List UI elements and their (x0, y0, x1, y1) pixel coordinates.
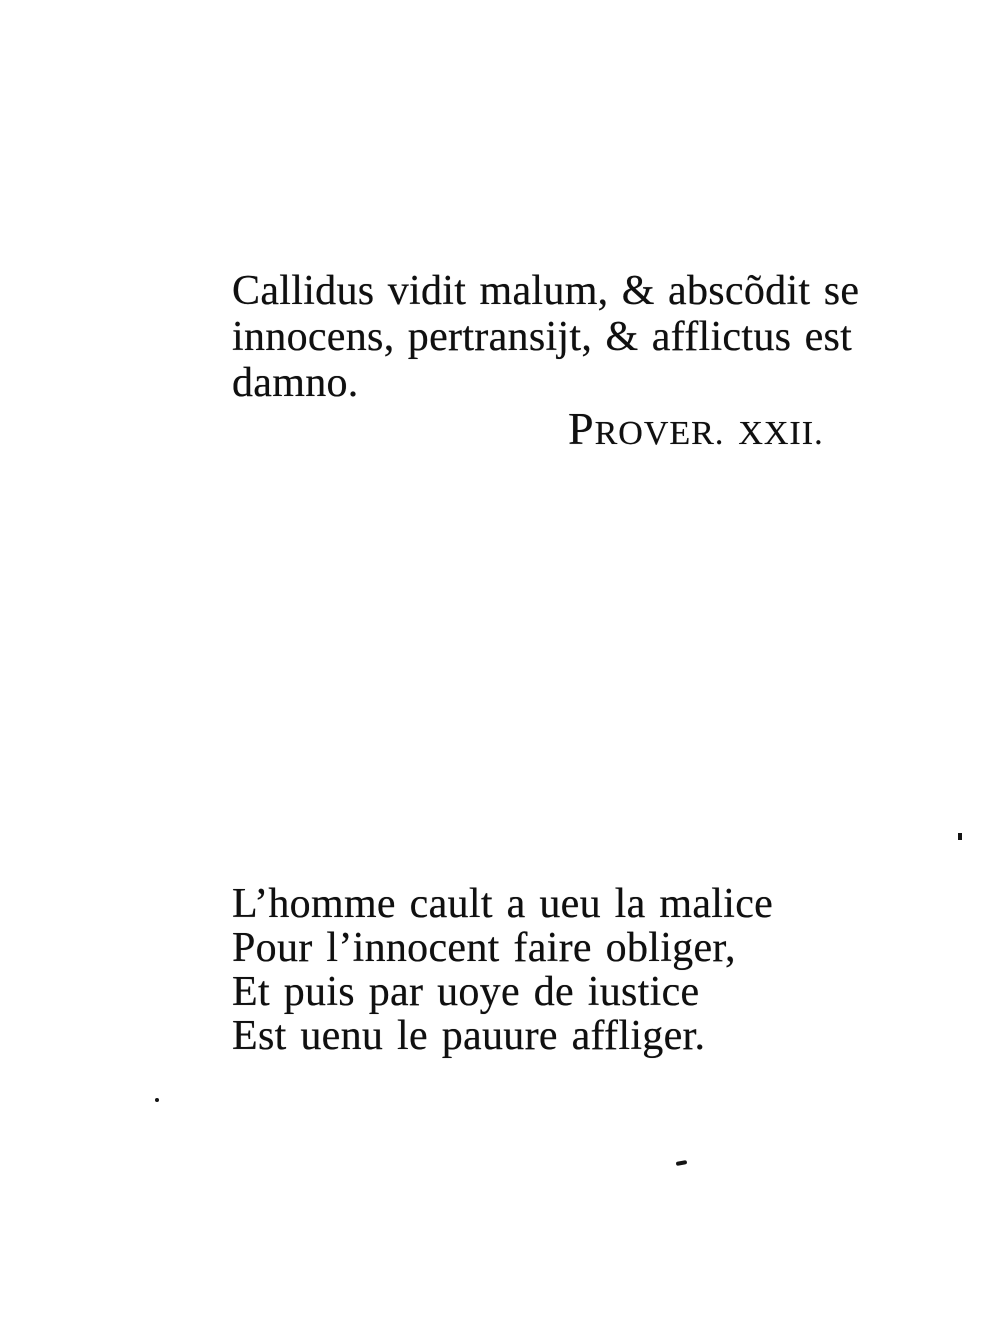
french-verse-line-3: Et puis par uoye de iustice (232, 969, 700, 1015)
scripture-reference-initial: P (568, 403, 595, 454)
french-verse-line-2: Pour l’innocent faire obliger, (232, 925, 736, 971)
latin-quote-block (232, 268, 859, 406)
french-verse-block (232, 882, 773, 1058)
scripture-reference-name: ROVER. (594, 415, 725, 452)
latin-quote-line-1: Callidus vidit malum, & abscõdit se (232, 268, 860, 314)
ink-speck (155, 1098, 159, 1102)
scripture-reference (568, 402, 824, 455)
french-verse-line-4: Est uenu le pauure affliger. (232, 1013, 706, 1059)
scripture-reference-numeral: XXII. (738, 415, 824, 452)
latin-quote-line-2: innocens, pertransijt, & afflictus est (232, 314, 853, 360)
latin-quote-line-3: damno. (232, 360, 359, 406)
french-verse-line-1: L’homme cault a ueu la malice (232, 881, 774, 927)
ink-speck (958, 833, 962, 840)
ink-speck (676, 1160, 688, 1166)
